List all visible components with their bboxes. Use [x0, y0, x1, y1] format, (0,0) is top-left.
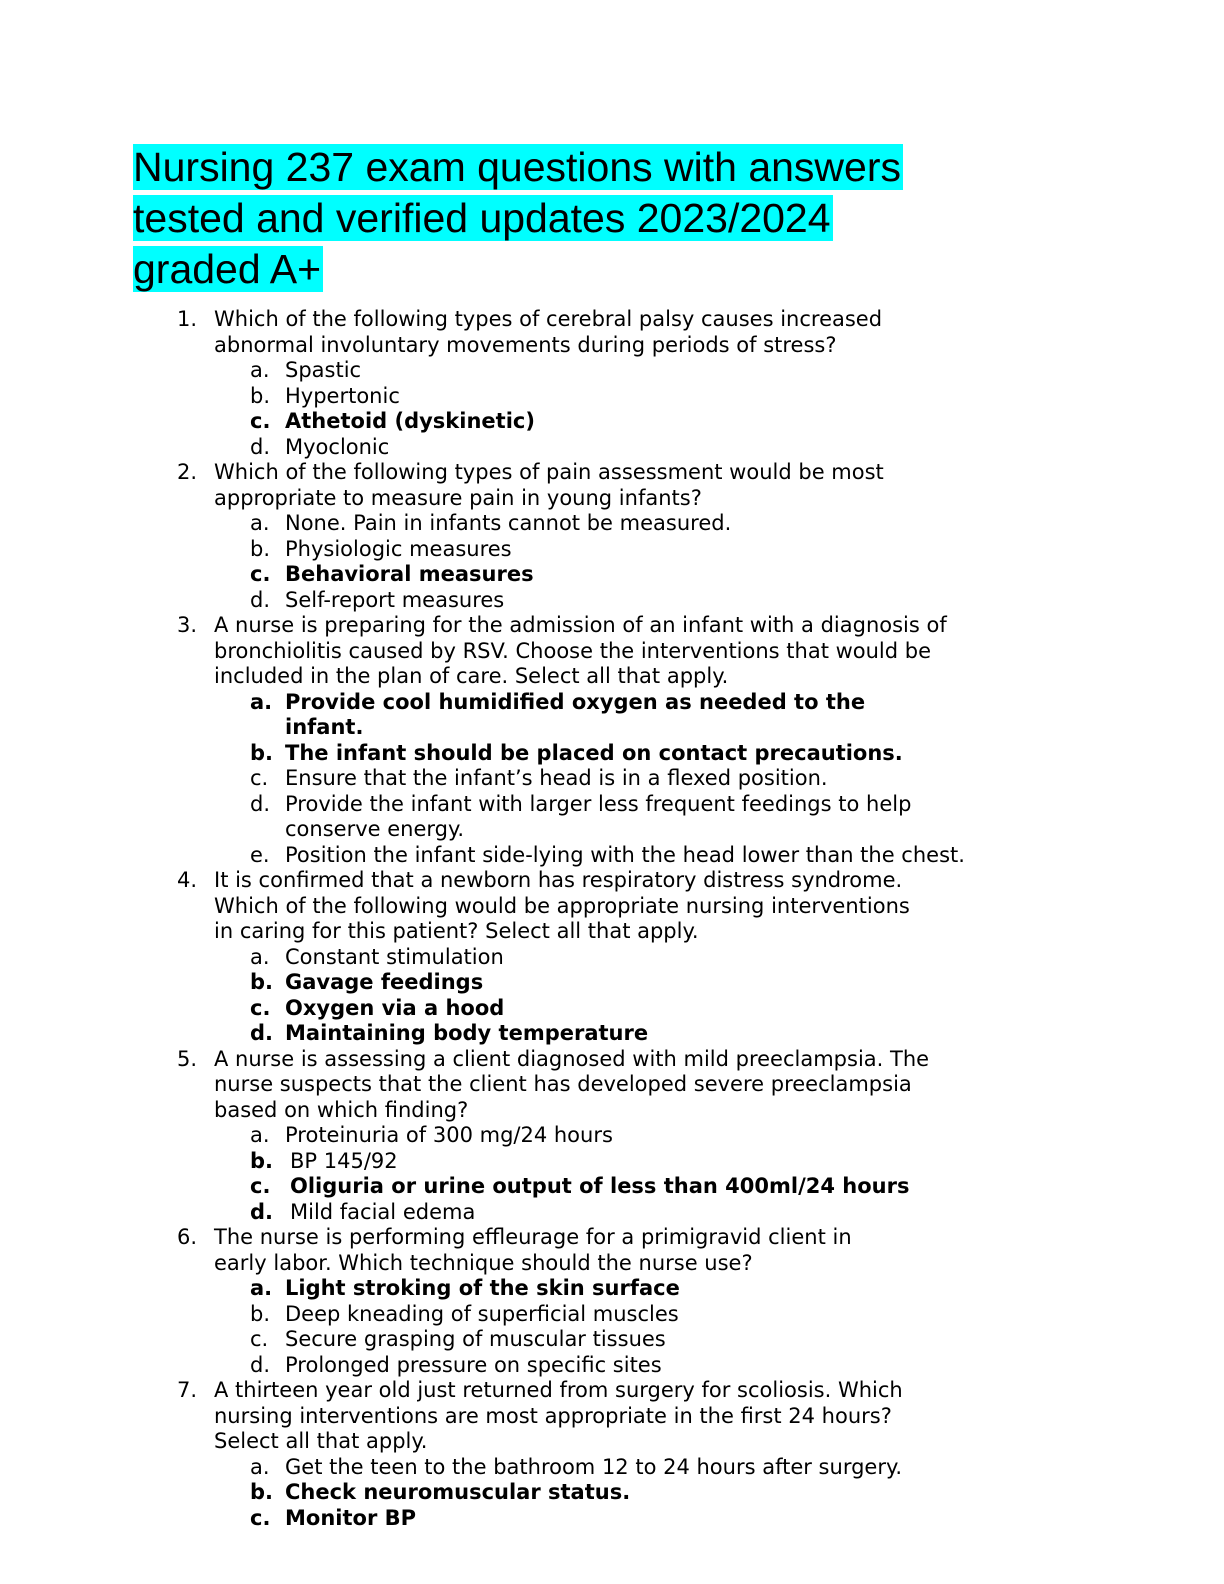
correct-answer-option	[0, 970, 1224, 996]
title-line-2: tested and verified updates 2023/2024	[133, 195, 831, 241]
title-line	[133, 142, 903, 193]
option-label: a.	[250, 511, 270, 535]
option-text: conserve energy.	[285, 817, 465, 841]
option-label: c.	[250, 766, 269, 790]
answer-option	[0, 384, 1224, 410]
title-line-3: graded A+	[133, 246, 322, 292]
option-text: Physiologic measures	[285, 536, 512, 561]
option-label: c.	[250, 1174, 271, 1198]
option-text: Provide the infant with larger less frequent feedings to help	[285, 791, 912, 816]
option-text: The infant should be placed on contact precautions.	[285, 740, 903, 765]
answer-option	[0, 1327, 1224, 1353]
question-text: nurse suspects that the client has developed severe preeclampsia	[214, 1072, 912, 1096]
option-text: Myoclonic	[285, 434, 390, 459]
question-text: Select all that apply.	[214, 1429, 428, 1453]
option-text: Position the infant side-lying with the head lower than the chest.	[285, 842, 965, 867]
correct-answer-option	[0, 1276, 1224, 1302]
question-text-line	[0, 486, 1224, 512]
question-number: 3.	[177, 613, 198, 637]
option-label: c.	[250, 562, 271, 586]
title-line	[133, 244, 903, 295]
option-text: Light stroking of the skin surface	[285, 1276, 680, 1300]
question-text-line	[0, 1072, 1224, 1098]
correct-answer-option	[0, 409, 1224, 435]
option-label: b.	[250, 740, 274, 765]
question-text: bronchiolitis caused by RSV. Choose the interventions that would be	[214, 638, 932, 663]
correct-answer-option	[0, 1480, 1224, 1506]
question-text: The nurse is performing effleurage for a primigravid client in	[214, 1225, 852, 1249]
question-text-line	[0, 1429, 1224, 1455]
question-text: Which of the following would be appropriate nursing interventions	[214, 893, 910, 918]
question-list	[0, 307, 1224, 1531]
question-text-line	[0, 1251, 1224, 1277]
option-text: Athetoid (dyskinetic)	[285, 409, 535, 433]
correct-answer-option	[0, 1506, 1224, 1532]
question-text-line	[0, 1404, 1224, 1430]
option-text: Prolonged pressure on specific sites	[285, 1352, 662, 1377]
answer-option	[0, 511, 1224, 537]
option-label: a.	[250, 689, 273, 714]
answer-option	[0, 1302, 1224, 1328]
option-continuation	[0, 817, 1224, 843]
question-number: 2.	[177, 460, 198, 484]
question-3	[0, 613, 1224, 639]
question-text: nursing interventions are most appropriate in the first 24 hours?	[214, 1403, 892, 1428]
option-text: Maintaining body temperature	[285, 1021, 649, 1045]
option-text: Constant stimulation	[285, 944, 504, 969]
question-text: appropriate to measure pain in young infants?	[214, 485, 702, 510]
question-1	[0, 307, 1224, 333]
option-text: Oxygen via a hood	[285, 995, 505, 1020]
correct-answer-option	[0, 741, 1224, 767]
question-text-line	[0, 1098, 1224, 1124]
option-label: a.	[250, 1123, 270, 1147]
option-label: b.	[250, 383, 271, 408]
question-text: Which of the following types of cerebral palsy causes increased	[214, 307, 883, 331]
answer-option	[0, 766, 1224, 792]
question-text-line	[0, 333, 1224, 359]
option-label: d.	[250, 434, 271, 459]
answer-option	[0, 1123, 1224, 1149]
question-text: It is confirmed that a newborn has respiratory distress syndrome.	[214, 868, 903, 892]
question-text: A thirteen year old just returned from surgery for scoliosis. Which	[214, 1378, 903, 1402]
question-text: in caring for this patient? Select all that apply.	[214, 919, 699, 943]
answer-option	[0, 1455, 1224, 1481]
option-text: Deep kneading of superficial muscles	[285, 1301, 679, 1326]
option-text: Secure grasping of muscular tissues	[285, 1327, 666, 1351]
answer-option	[0, 1149, 1224, 1175]
option-label: b.	[250, 536, 271, 561]
option-text: Monitor BP	[285, 1505, 417, 1530]
option-label: d.	[250, 1352, 271, 1377]
option-text: Hypertonic	[285, 383, 400, 408]
option-label: b.	[250, 970, 274, 994]
answer-option	[0, 792, 1224, 818]
question-text-line	[0, 639, 1224, 665]
option-label: d.	[250, 587, 271, 612]
option-text: Proteinuria of 300 mg/24 hours	[285, 1123, 613, 1147]
question-7	[0, 1378, 1224, 1404]
answer-option	[0, 537, 1224, 563]
question-number: 7.	[177, 1378, 198, 1402]
option-label: b.	[250, 1148, 274, 1173]
question-number: 1.	[177, 307, 198, 331]
option-text: Check neuromuscular status.	[285, 1480, 631, 1504]
question-text-line	[0, 894, 1224, 920]
option-text: Mild facial edema	[290, 1199, 476, 1224]
question-4	[0, 868, 1224, 894]
option-label: c.	[250, 1505, 271, 1530]
document-title	[133, 142, 903, 295]
option-text: BP 145/92	[290, 1148, 398, 1173]
option-text: Behavioral measures	[285, 562, 534, 586]
option-label: a.	[250, 1276, 273, 1300]
question-text: early labor. Which technique should the nurse use?	[214, 1250, 753, 1275]
option-label: a.	[250, 1454, 270, 1479]
option-label: d.	[250, 1021, 274, 1045]
option-text: Provide cool humidified oxygen as needed to the	[285, 689, 866, 714]
question-text: Which of the following types of pain assessment would be most	[214, 460, 884, 484]
option-label: e.	[250, 842, 270, 867]
option-text: None. Pain in infants cannot be measured.	[285, 511, 732, 535]
answer-option	[0, 435, 1224, 461]
question-text-line	[0, 919, 1224, 945]
question-text: A nurse is assessing a client diagnosed with mild preeclampsia. The	[214, 1046, 930, 1071]
correct-answer-option	[0, 1174, 1224, 1200]
question-text: abnormal involuntary movements during periods of stress?	[214, 332, 837, 357]
correct-answer-option	[0, 690, 1224, 716]
question-2	[0, 460, 1224, 486]
option-text: Gavage feedings	[285, 970, 484, 994]
answer-option	[0, 1200, 1224, 1226]
option-label: b.	[250, 1480, 274, 1504]
option-label: a.	[250, 358, 270, 382]
answer-option	[0, 1353, 1224, 1379]
option-label: d.	[250, 1199, 274, 1224]
option-text: infant.	[285, 715, 364, 739]
question-number: 4.	[177, 868, 198, 892]
option-label: d.	[250, 791, 271, 816]
option-label: c.	[250, 995, 271, 1020]
question-number: 5.	[177, 1046, 198, 1071]
option-text: Ensure that the infant’s head is in a flexed position.	[285, 766, 828, 790]
option-text: Self-report measures	[285, 587, 505, 612]
question-text: included in the plan of care. Select all that apply.	[214, 664, 729, 688]
option-text: Spastic	[285, 358, 362, 382]
correct-answer-option	[0, 562, 1224, 588]
answer-option	[0, 843, 1224, 869]
option-label: c.	[250, 409, 271, 433]
option-text: Oliguria or urine output of less than 400ml/24 hours	[290, 1174, 910, 1198]
title-line-1: Nursing 237 exam questions with answers	[133, 144, 901, 190]
title-line	[133, 193, 903, 244]
question-text: based on which finding?	[214, 1097, 469, 1122]
answer-option	[0, 588, 1224, 614]
option-text: Get the teen to the bathroom 12 to 24 hours after surgery.	[285, 1454, 903, 1479]
answer-option	[0, 358, 1224, 384]
question-number: 6.	[177, 1225, 198, 1249]
correct-answer-option	[0, 996, 1224, 1022]
question-text: A nurse is preparing for the admission of an infant with a diagnosis of	[214, 613, 947, 637]
option-label: a.	[250, 944, 270, 969]
answer-option	[0, 945, 1224, 971]
question-5	[0, 1047, 1224, 1073]
option-label: b.	[250, 1301, 271, 1326]
correct-answer-option	[0, 1021, 1224, 1047]
question-6	[0, 1225, 1224, 1251]
question-text-line	[0, 664, 1224, 690]
option-label: c.	[250, 1327, 269, 1351]
option-continuation	[0, 715, 1224, 741]
